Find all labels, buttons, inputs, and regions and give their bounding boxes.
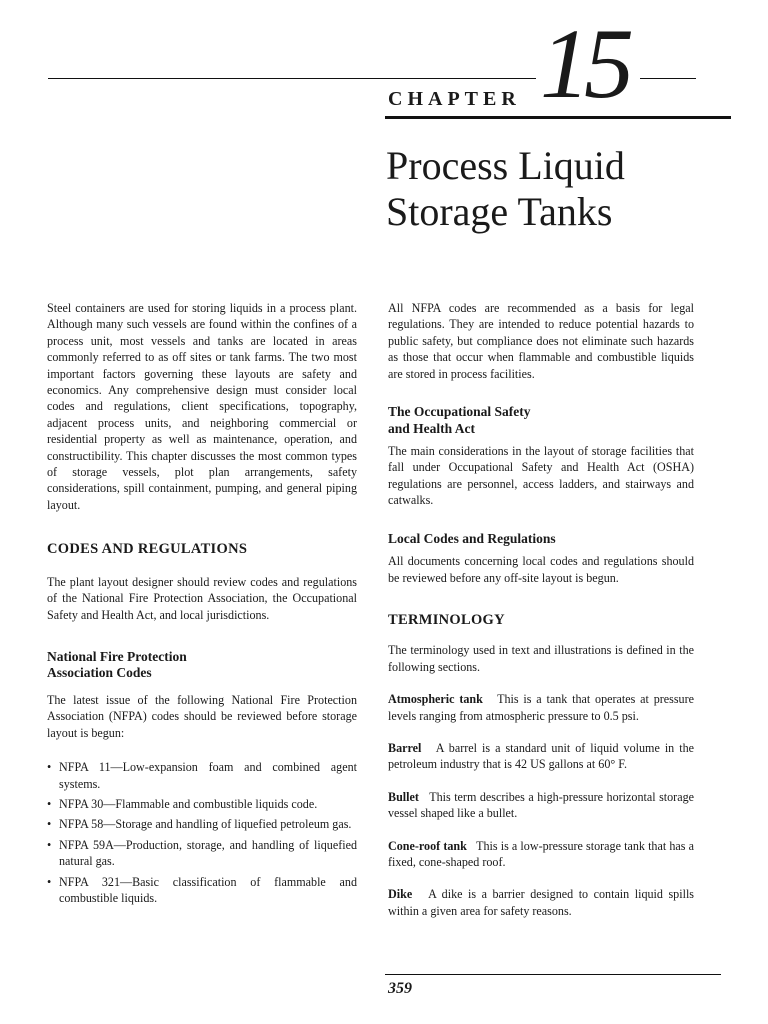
- right-column: [388, 300, 694, 919]
- left-column: [47, 300, 357, 910]
- term-definition: This term describes a high-pressure horizontal storage vessel shaped like a bullet.: [388, 789, 694, 821]
- list-item: • NFPA 11—Low-expansion foam and combined agent systems.: [47, 759, 357, 792]
- nfpa-code-list: [47, 759, 357, 906]
- osha-heading-line-1: The Occupational Safety: [388, 404, 531, 420]
- term-atmospheric-tank: [388, 691, 694, 724]
- term-definition: This is a tank that operates at pressure levels ranging from atmospheric pressure to 0.5 psi.: [388, 692, 695, 723]
- codes-heading: CODES AND REGULATIONS: [47, 541, 248, 558]
- chapter-label: CHAPTER: [388, 88, 521, 110]
- osha-heading: [388, 404, 694, 437]
- term-cone-roof-tank: [388, 838, 694, 871]
- term-definition: A dike is a barrier designed to contain liquid spills within a given area for safety reasons.: [388, 887, 695, 918]
- list-item: • NFPA 321—Basic classification of flammable and combustible liquids.: [47, 874, 357, 907]
- term-dike: [388, 886, 694, 919]
- osha-paragraph: The main considerations in the layout of storage facilities that fall under Occupational Safety and Health Act (OSHA) regulations are personnel, access ladders, and stairways and catwalks.: [388, 444, 694, 508]
- nfpa-paragraph: The latest issue of the following National Fire Protection Association (NFPA) codes should be reviewed before storage layout is begun:: [47, 692, 357, 740]
- terminology-heading: TERMINOLOGY: [388, 611, 505, 628]
- chapter-title: [386, 143, 625, 235]
- term-name: Atmospheric tank: [388, 692, 483, 707]
- chapter-number: 15: [540, 8, 628, 119]
- nfpa-heading-line-2: Association Codes: [47, 665, 152, 681]
- term-name: Barrel: [388, 741, 422, 755]
- footer-rule: [385, 974, 721, 975]
- term-definition: A barrel is a standard unit of liquid volume in the petroleum industry that is 42 US gallons at 60° F.: [388, 741, 695, 772]
- nfpa-heading: [47, 649, 357, 682]
- top-rule-right: [640, 78, 696, 79]
- term-name: Bullet: [388, 789, 419, 804]
- local-codes-paragraph: All documents concerning local codes and regulations should be reviewed before any off-site layout is begun.: [388, 554, 694, 585]
- page-number: 359: [388, 980, 412, 997]
- top-rule-left: [48, 78, 536, 79]
- codes-paragraph: The plant layout designer should review codes and regulations of the National Fire Protection Association, the Occupational Safety and Health Act, and local jurisdictions.: [47, 574, 357, 622]
- right-intro-paragraph: All NFPA codes are recommended as a basis for legal regulations. They are intended to reduce potential hazards to public safety, but compliance does not eliminate such hazards as those that occur when flammable and combustible liquids are stored in process facilities.: [388, 301, 694, 381]
- term-bullet: [388, 789, 694, 822]
- list-item: • NFPA 59A—Production, storage, and handling of liquefied natural gas.: [47, 837, 357, 870]
- term-definition: This is a low-pressure storage tank that has a fixed, cone-shaped roof.: [388, 838, 694, 870]
- list-item: • NFPA 58—Storage and handling of liquefied petroleum gas.: [47, 816, 357, 832]
- chapter-title-line-1: Process Liquid: [386, 143, 625, 188]
- osha-heading-line-2: and Health Act: [388, 420, 476, 436]
- list-item: • NFPA 30—Flammable and combustible liquids code.: [47, 796, 357, 812]
- term-name: Dike: [388, 887, 413, 902]
- chapter-title-line-2: Storage Tanks: [386, 189, 613, 234]
- local-codes-heading: Local Codes and Regulations: [388, 530, 556, 546]
- chapter-underline: [385, 116, 731, 119]
- intro-paragraph: Steel containers are used for storing liquids in a process plant. Although many such vessels are found within the confines of a process unit, most vessels and tanks are located in areas commonly referred to as off sites or tank farms. The two most important factors governing these layouts are safety and economics. Any comprehensive design must consider local codes and regulations, client specifications, topography, adjacent process units, and neighboring commercial or residential property as well as maintenance, operation, and constructibility. This chapter discusses the most common types of storage vessels, plot plan arrangements, safety considerations, spill containment, pumping, and general piping layout.: [47, 301, 357, 512]
- term-name: Cone-roof tank: [388, 838, 467, 853]
- terminology-paragraph: The terminology used in text and illustrations is defined in the following sections.: [388, 643, 694, 674]
- nfpa-heading-line-1: National Fire Protection: [47, 648, 187, 664]
- term-barrel: [388, 740, 694, 773]
